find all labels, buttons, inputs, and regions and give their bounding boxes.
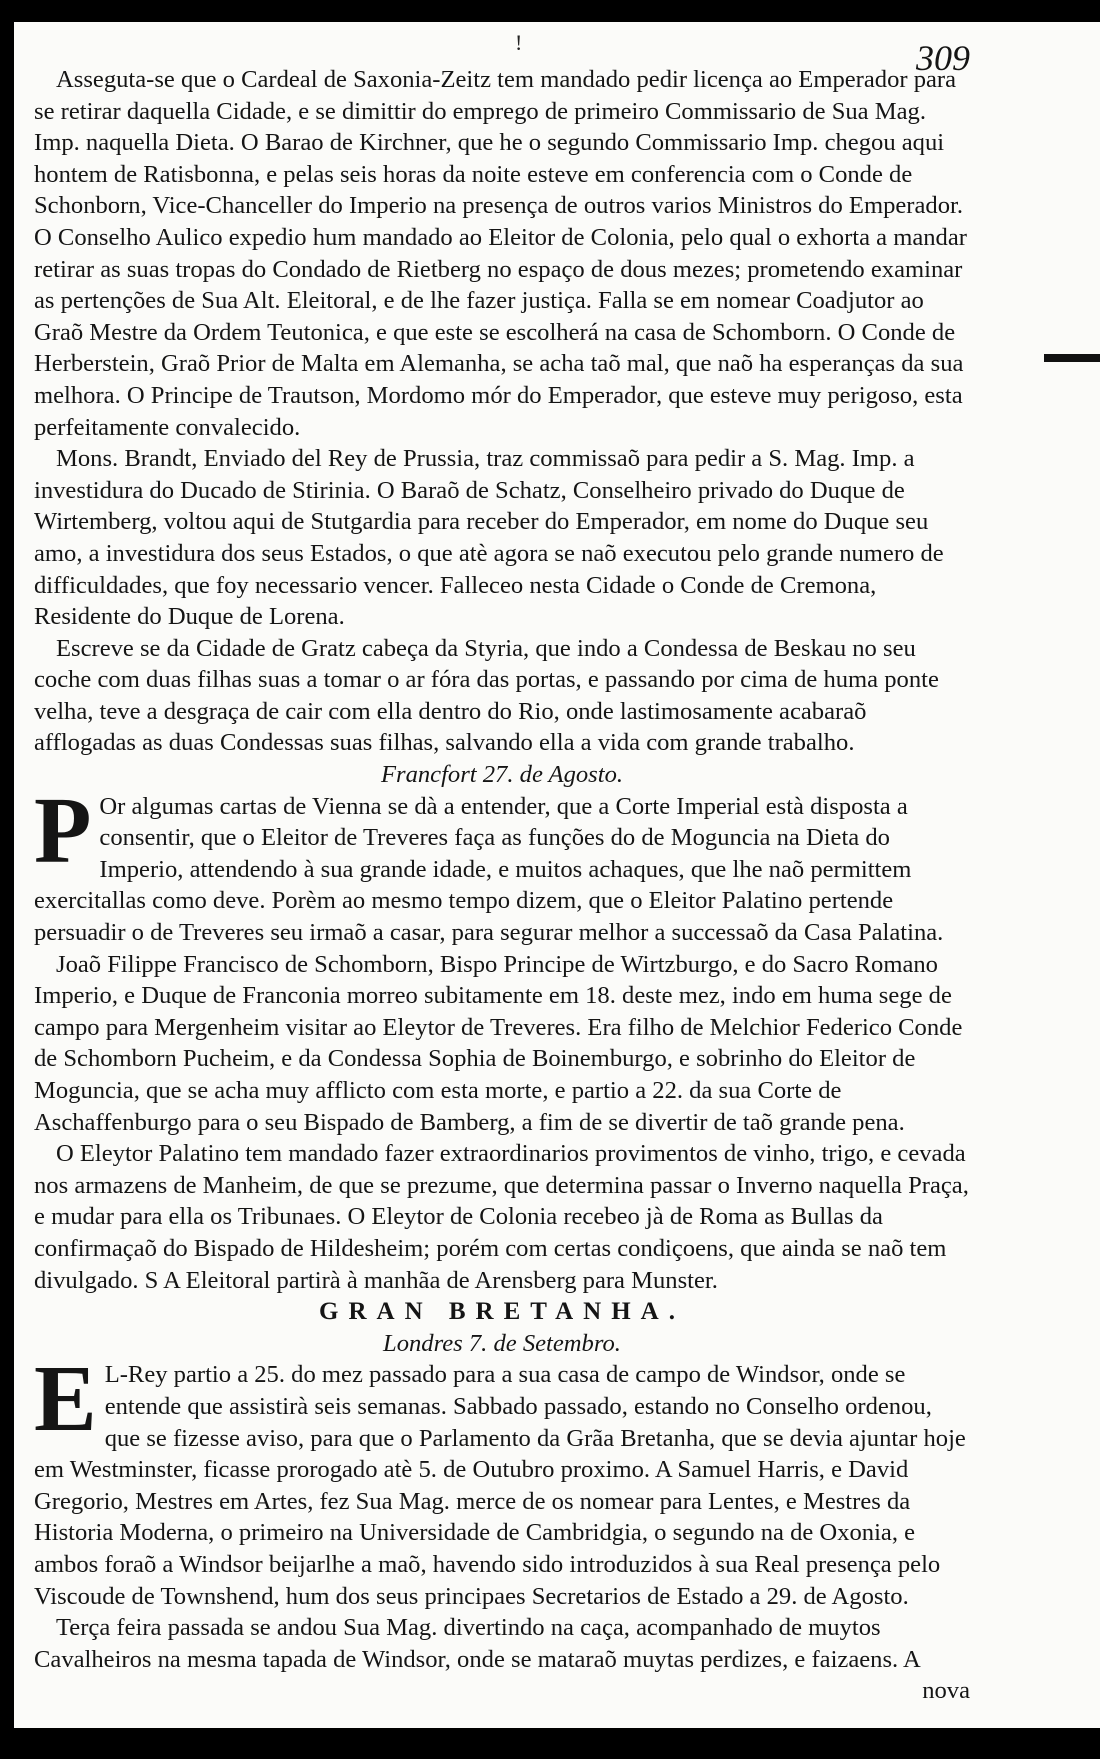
page-number: 309: [916, 38, 970, 78]
ornament-mark: ǃ: [515, 30, 523, 55]
edge-mark: [1044, 354, 1100, 362]
section-heading: GRAN BRETANHA.: [319, 1298, 685, 1326]
dateline: Londres 7. de Setembro.: [383, 1329, 621, 1357]
paragraph: Terça feira passada se andou Sua Mag. divertindo na caça, acompanhado de muytos Cavalheiros na mesma tapada de Windsor, onde se mataraõ muytas perdizes, e faizaens. A: [34, 1614, 921, 1673]
article-content: [34, 64, 970, 1675]
paragraph-text: L-Rey partio a 25. do mez passado para a sua casa de campo de Windsor, onde se entende que assistirà seis semanas. Sabbado passado, estando no Conselho ordenou, que se fizesse aviso, para que o Parlamento da Grãa Bretanha, que se devia ajuntar hoje em Westminster, ficasse prorogado atè 5. de Outubro proximo. A Samuel Harris, e David Gregorio, Mestres em Artes, fez Sua Mag. merce de os nomear para Lentes, e Mestres da Historia Moderna, o primeiro na Universidade de Cambridgia, o segundo na de Oxonia, e ambos foraõ a Windsor beijarlhe a maõ, havendo sido introduzidos à sua Real presença pelo Viscoude de Townshend, hum dos seus principaes Secretarios de Estado a 29. de Agosto.: [34, 1361, 966, 1610]
dateline: Francfort 27. de Agosto.: [380, 761, 624, 789]
paragraph: Mons. Brandt, Enviado del Rey de Prussia, traz commissaõ para pedir a S. Mag. Imp. a investidura do Ducado de Stirinia. O Baraõ de Schatz, Conselheiro privado do Duque de Wirtemberg, voltou aqui de Stutgardia para receber do Emperador, em nome do Duque seu amo, a investidura dos seus Estados, o que atè agora se naõ executou pelo grande numero de difficuldades, que foy necessario vencer. Falleceo nesta Cidade o Conde de Cremona, Residente do Duque de Lorena.: [34, 445, 944, 631]
drop-cap-letter: P: [34, 778, 92, 883]
catchword: nova: [922, 1677, 970, 1705]
dropcap-paragraph: [34, 778, 970, 949]
paragraph: Joaõ Filippe Francisco de Schomborn, Bispo Principe de Wirtzburgo, e do Sacro Romano Imperio, e Duque de Franconia morreo subitamente em 18. deste mez, indo em huma sege de campo para Mergenheim visitar ao Eleytor de Treveres. Era filho de Melchior Federico Conde de Schomborn Pucheim, e da Condessa Sophia de Boinemburgo, e sobrinho do Eleitor de Moguncia, que se acha muy afflicto com esta morte, e partio a 22. da sua Corte de Aschaffenburgo para o seu Bispado de Bamberg, a fim de se divertir de taõ grande pena.: [34, 950, 963, 1136]
article-body: [34, 38, 970, 1707]
paragraph: Escreve se da Cidade de Gratz cabeça da Styria, que indo a Condessa de Beskau no seu coche com duas filhas suas a tomar o ar fóra das portas, e passando por cima de huma ponte velha, teve a desgraça de cair com ella dentro do Rio, onde lastimosamente acabaraõ afflogadas as duas Condessas suas filhas, salvando ella a vida com grande trabalho.: [34, 634, 939, 757]
paragraph-text: Or algumas cartas de Vienna se dà a entender, que a Corte Imperial està disposta a consentir, que o Eleitor de Treveres faça as funções do de Moguncia na Dieta do Imperio, attendendo à sua grande idade, e muitos achaques, que lhe naõ permittem exercitallas como deve. Porèm ao mesmo tempo dizem, que o Eleitor Palatino pertende persuadir o de Treveres seu irmaõ a casar, para segurar melhor a successaõ da Casa Palatina.: [34, 792, 944, 947]
paragraph: O Eleytor Palatino tem mandado fazer extraordinarios provimentos de vinho, trigo, e cevada nos armazens de Manheim, de que se prezume, que determina passar o Inverno naquella Praça, e mudar para ella os Tribunaes. O Eleytor de Colonia recebeo jà de Roma as Bullas da confirmaçaõ do Bispado de Hildesheim; porém com certas condiçoens, que ainda se naõ tem divulgado. S A Eleitoral partirà à manhãa de Arensberg para Munster.: [34, 1140, 969, 1294]
dropcap-paragraph: [34, 1347, 970, 1612]
drop-cap-letter: E: [34, 1347, 97, 1452]
paragraph: Asseguta-se que o Cardeal de Saxonia-Zeitz tem mandado pedir licença ao Emperador para se retirar daquella Cidade, e se dimittir do emprego de primeiro Commissario de Sua Mag. Imp. naquella Dieta. O Barao de Kirchner, que he o segundo Commissario Imp. chegou aqui hontem de Ratisbonna, e pelas seis horas da noite esteve em conferencia com o Conde de Schonborn, Vice-Chanceller do Imperio na presença de outros varios Ministros do Emperador. O Conselho Aulico expedio hum mandado ao Eleitor de Colonia, pelo qual o exhorta a mandar retirar as suas tropas do Condado de Rietberg no espaço de dous mezes; prometendo examinar as pertenções de Sua Alt. Eleitoral, e de lhe fazer justiça. Falla se em nomear Coadjutor ao Graõ Mestre da Ordem Teutonica, e que este se escolherá na casa de Schomborn. O Conde de Herberstein, Graõ Prior de Malta em Alemanha, se acha taõ mal, que naõ ha esperanças da sua melhora. O Principe de Trautson, Mordomo mór do Emperador, que esteve muy perigoso, esta perfeitamente convalecido.: [34, 66, 967, 441]
